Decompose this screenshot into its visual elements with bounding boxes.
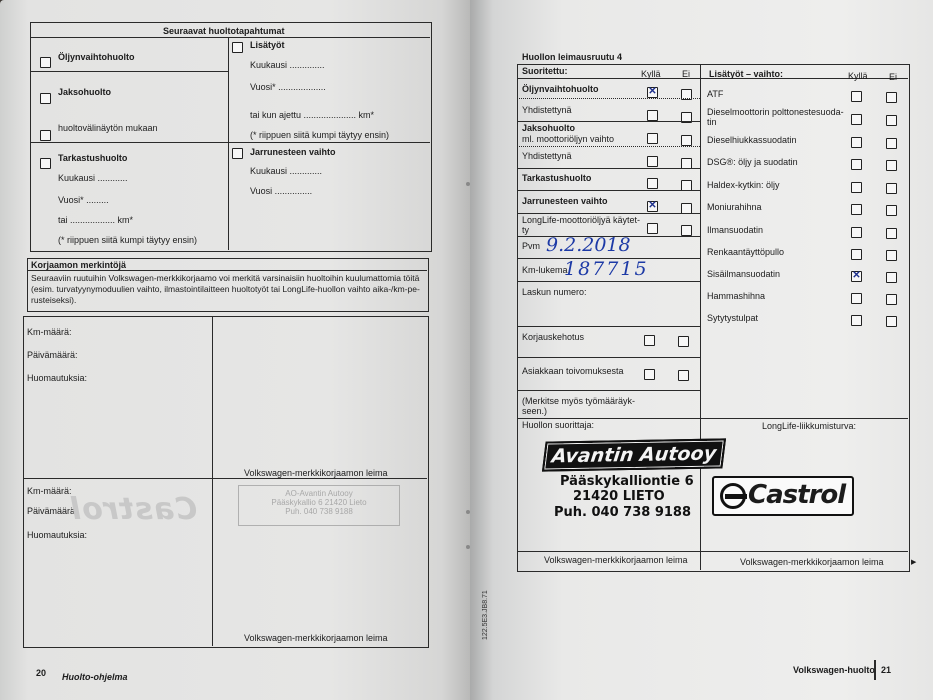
repair-request-label: Korjauskehotus	[522, 332, 585, 342]
brake-fluid-label: Jarrunesteen vaihto	[522, 196, 608, 206]
interval-service-label: Jaksohuolto	[522, 123, 576, 133]
right-page-title: Volkswagen-huolto	[793, 665, 875, 675]
extra-item-haldex: Haldex-kytkin: öljy	[707, 180, 780, 190]
extra-works-label: Lisätyöt	[250, 40, 285, 50]
inspection-checkbox[interactable]	[40, 158, 51, 169]
spine-code: 122.5E3.JB8.71	[482, 590, 489, 640]
brake-fluid-checkbox[interactable]	[232, 148, 243, 159]
extra-yes-header: Kyllä	[848, 71, 868, 81]
extra-km-field[interactable]: tai kun ajettu ..................... km*	[250, 110, 375, 120]
oil-service-yes-checkbox[interactable]	[647, 87, 658, 98]
interval-no-checkbox[interactable]	[681, 135, 692, 146]
vw-stamp-label-1: Volkswagen-merkkikorjaamon leima	[544, 555, 688, 565]
extra-item-diesel-fuel-filter: Dieselmoottorin polttonestesuoda-	[707, 107, 844, 117]
brake-months-field[interactable]: Kuukausi .............	[250, 166, 323, 176]
combined-1-yes-checkbox[interactable]	[647, 110, 658, 121]
oil-service-label: Öljynvaihtohuolto	[58, 52, 135, 62]
interval-display-label: huoltovälinäytön mukaan	[58, 123, 158, 133]
km-amount-label-2: Km-määrä:	[27, 486, 72, 496]
oil-service-checkbox[interactable]	[40, 57, 51, 68]
combined-2-yes-checkbox[interactable]	[647, 156, 658, 167]
stamp-city: 21420 LIETO	[573, 489, 665, 504]
brake-fluid-label: Jarrunesteen vaihto	[250, 147, 336, 157]
whichever-first-note: (* riippuen siitä kumpi täytyy ensin)	[58, 235, 198, 245]
extra-item-tyre-inflator: Renkaantäyttöpullo	[707, 247, 785, 257]
arrow-icon: ▶	[911, 559, 917, 566]
timing-belt-no-checkbox[interactable]	[886, 294, 897, 305]
section-title: Seuraavat huoltotapahtumat	[163, 26, 285, 36]
km-amount-label-1: Km-määrä:	[27, 327, 72, 337]
dsg-no-checkbox[interactable]	[886, 160, 897, 171]
diesel-fuel-filter-no-checkbox[interactable]	[886, 115, 897, 126]
interval-sub-label: ml. moottoriöljyn vaihto	[522, 134, 615, 144]
date-value[interactable]: 9.2.2018	[546, 234, 631, 256]
extra-item-atf: ATF	[707, 89, 724, 99]
extra-item-particle-filter: Dieselhiukkassuodatin	[707, 135, 797, 145]
note-label-2: seen.)	[522, 406, 548, 416]
extra-no-header: Ei	[889, 72, 898, 82]
date-label: Pvm	[522, 241, 540, 251]
castrol-wordmark: Castrol	[748, 480, 846, 510]
extra-works-checkbox[interactable]	[232, 42, 243, 53]
vw-stamp-label-1: Volkswagen-merkkikorjaamon leima	[244, 468, 388, 478]
extra-item-timing-belt: Hammashihna	[707, 291, 766, 301]
tyre-inflator-no-checkbox[interactable]	[886, 250, 897, 261]
workshop-notes-text-1: Seuraaviin ruutuihin Volkswagen-merkkikorjaamo voi merkitä varsinaisiin huoltoihin kuulumattomia töitä	[31, 273, 420, 283]
tyre-inflator-yes-checkbox[interactable]	[851, 249, 862, 260]
inspection-yes-checkbox[interactable]	[647, 178, 658, 189]
longlife-label-1: LongLife-moottoriöljyä käytet-	[522, 215, 641, 225]
customer-request-yes-checkbox[interactable]	[644, 369, 655, 380]
dsg-yes-checkbox[interactable]	[851, 159, 862, 170]
diesel-fuel-filter-yes-checkbox[interactable]	[851, 114, 862, 125]
workshop-notes-text-3: rusteiseksi).	[31, 295, 77, 305]
atf-yes-checkbox[interactable]	[851, 91, 862, 102]
air-filter-yes-checkbox[interactable]	[851, 227, 862, 238]
months-field[interactable]: Kuukausi ............	[58, 173, 128, 183]
workshop-notes-title: Korjaamon merkintöjä	[31, 260, 127, 270]
year-field[interactable]: Vuosi* .........	[58, 195, 109, 205]
extra-item-cabin-filter: Sisäilmansuodatin	[707, 269, 781, 279]
note-label-1: (Merkitse myös työmääräyk-	[522, 396, 636, 406]
vw-stamp-label-2: Volkswagen-merkkikorjaamon leima	[740, 557, 884, 567]
particle-filter-no-checkbox[interactable]	[886, 138, 897, 149]
right-page-number: 21	[881, 665, 892, 675]
left-page-number: 20	[36, 668, 47, 678]
right-page	[470, 0, 933, 700]
belt-no-checkbox[interactable]	[886, 205, 897, 216]
no-header: Ei	[682, 69, 691, 79]
extra-year-field[interactable]: Vuosi* ...................	[250, 82, 326, 92]
date-label-1: Päivämäärä:	[27, 350, 78, 360]
km-value[interactable]: 187715	[564, 258, 649, 280]
extra-item-dsg: DSG®: öljy ja suodatin	[707, 157, 798, 167]
extra-item-spark-plugs: Sytytystulpat	[707, 313, 759, 323]
left-page-title: Huolto-ohjelma	[62, 672, 128, 682]
stamp-box-title: Huollon leimausruutu 4	[522, 52, 623, 62]
castrol-logo-icon	[720, 483, 746, 509]
extra-item-belt: Moniurahihna	[707, 202, 762, 212]
cabin-filter-no-checkbox[interactable]	[886, 272, 897, 283]
ghost-castrol-showthrough: Castrol	[70, 492, 198, 527]
vw-stamp-label-2: Volkswagen-merkkikorjaamon leima	[244, 633, 388, 643]
stamp-phone: Puh. 040 738 9188	[554, 505, 692, 520]
interval-display-checkbox[interactable]	[40, 130, 51, 141]
interval-service-checkbox[interactable]	[40, 93, 51, 104]
belt-yes-checkbox[interactable]	[851, 204, 862, 215]
cabin-filter-yes-checkbox[interactable]	[851, 271, 862, 282]
inspection-label: Tarkastushuolto	[58, 153, 128, 163]
brake-year-field[interactable]: Vuosi ...............	[250, 186, 313, 196]
entry-grid	[23, 316, 429, 648]
inspection-label: Tarkastushuolto	[522, 173, 592, 183]
date-label-2: Päivämäärä:	[27, 506, 78, 516]
extra-works-header: Lisätyöt – vaihto:	[709, 69, 784, 79]
remarks-label-2: Huomautuksia:	[27, 530, 88, 540]
customer-request-no-checkbox[interactable]	[678, 370, 689, 381]
particle-filter-yes-checkbox[interactable]	[851, 137, 862, 148]
oil-service-label: Öljynvaihtohuolto	[522, 84, 599, 94]
spark-plugs-no-checkbox[interactable]	[886, 316, 897, 327]
extra-months-field[interactable]: Kuukausi ..............	[250, 60, 325, 70]
spark-plugs-yes-checkbox[interactable]	[851, 315, 862, 326]
extra-item-diesel-fuel-filter-2: tin	[707, 117, 717, 127]
combined-2-label: Yhdistettynä	[522, 151, 572, 161]
timing-belt-yes-checkbox[interactable]	[851, 293, 862, 304]
extra-item-air-filter: Ilmansuodatin	[707, 225, 764, 235]
interval-service-label: Jaksohuolto	[58, 87, 112, 97]
longlife-warranty-label: LongLife-liikkumisturva:	[762, 421, 857, 431]
longlife-label-2: ty	[522, 225, 530, 235]
interval-yes-checkbox[interactable]	[647, 133, 658, 144]
brake-fluid-yes-checkbox[interactable]	[647, 201, 658, 212]
haldex-yes-checkbox[interactable]	[851, 182, 862, 193]
workshop-notes-text-2: (esim. turvatyynymoduulien vaihto, ilmastointilaitteen huoltotyöt tai LongLife-huollon vaihto aika-/km-pe-	[31, 284, 420, 294]
atf-no-checkbox[interactable]	[886, 92, 897, 103]
castrol-stamp	[712, 476, 854, 516]
repair-request-yes-checkbox[interactable]	[644, 335, 655, 346]
remarks-label-1: Huomautuksia:	[27, 373, 88, 383]
customer-request-label: Asiakkaan toivomuksesta	[522, 366, 624, 376]
ghost-stamp-showthrough: AO-Avantin Autooy Pääskykallio 6 21420 Lieto Puh. 040 738 9188	[238, 485, 400, 526]
stamp-address: Pääskykalliontie 6	[560, 474, 694, 489]
workshop-stamp-logo: Avantin Autooy	[542, 438, 726, 471]
invoice-label: Laskun numero:	[522, 287, 587, 297]
longlife-yes-checkbox[interactable]	[647, 223, 658, 234]
combined-1-label: Yhdistettynä	[522, 105, 572, 115]
yes-header: Kyllä	[641, 69, 661, 79]
haldex-no-checkbox[interactable]	[886, 183, 897, 194]
extra-whichever-note: (* riippuen siitä kumpi täytyy ensin)	[250, 130, 390, 140]
longlife-no-checkbox[interactable]	[681, 225, 692, 236]
km-label: Km-lukema	[522, 265, 568, 275]
performer-label: Huollon suorittaja:	[522, 420, 595, 430]
km-field[interactable]: tai .................. km*	[58, 215, 134, 225]
air-filter-no-checkbox[interactable]	[886, 228, 897, 239]
performed-header: Suoritettu:	[522, 66, 568, 76]
repair-request-no-checkbox[interactable]	[678, 336, 689, 347]
